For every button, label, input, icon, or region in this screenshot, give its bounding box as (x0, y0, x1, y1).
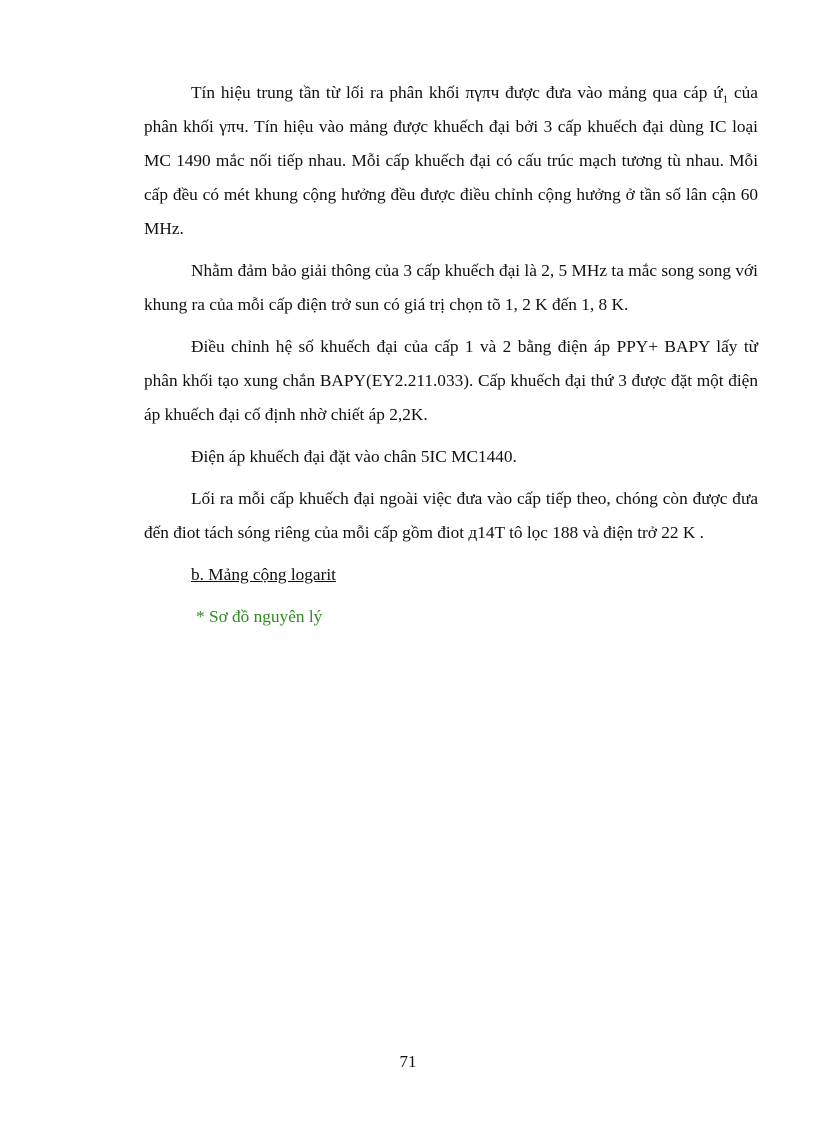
paragraph-4: Điện áp khuếch đại đặt vào chân 5IC MC1440. (191, 447, 517, 466)
subscript: 1 (722, 93, 729, 106)
paragraph-1 (144, 76, 758, 246)
sub-heading: * Sơ đồ nguyên lý (196, 607, 323, 626)
page-number: 71 (399, 1052, 417, 1071)
page-content (144, 76, 758, 634)
section-heading: b. Mảng cộng logarit (191, 565, 336, 584)
paragraph-5: Lối ra mỗi cấp khuếch đại ngoài việc đưa vào cấp tiếp theo, chóng còn được đưa đến điot tách sóng riêng của mỗi cấp gồm điot д14T tô lọc 188 và điện trở 22 K . (144, 489, 758, 542)
paragraph-3: Điều chỉnh hệ số khuếch đại của cấp 1 và 2 bằng điện áp PPY+ BAPY lấy từ phân khối tạo xung chắn BAPY(EY2.211.033). Cấp khuếch đại thứ 3 được đặt một điện áp khuếch đại cố định nhờ chiết áp 2,2K. (144, 337, 758, 424)
paragraph-2: Nhằm đảm bảo giải thông của 3 cấp khuếch đại là 2, 5 MHz ta mắc song song với khung ra của mỗi cấp điện trở sun có giá trị chọn tõ 1, 2 K đến 1, 8 K. (144, 261, 758, 314)
paragraph-1-text: Tín hiệu trung tần từ lối ra phân khối πγπч được đưa vào mảng qua cáp ứ (191, 83, 723, 102)
paragraph-1-tail: của phân khối γπч. Tín hiệu vào mảng được khuếch đại bởi 3 cấp khuếch đại dùng IC loại MC 1490 mắc nối tiếp nhau. Mỗi cấp khuếch đại có cấu trúc mạch tương tù nhau. Mỗi cấp đều có mét khung cộng hưởng đều được điều chỉnh cộng hưởng ở tần số lân cận 60 MHz. (144, 83, 758, 238)
